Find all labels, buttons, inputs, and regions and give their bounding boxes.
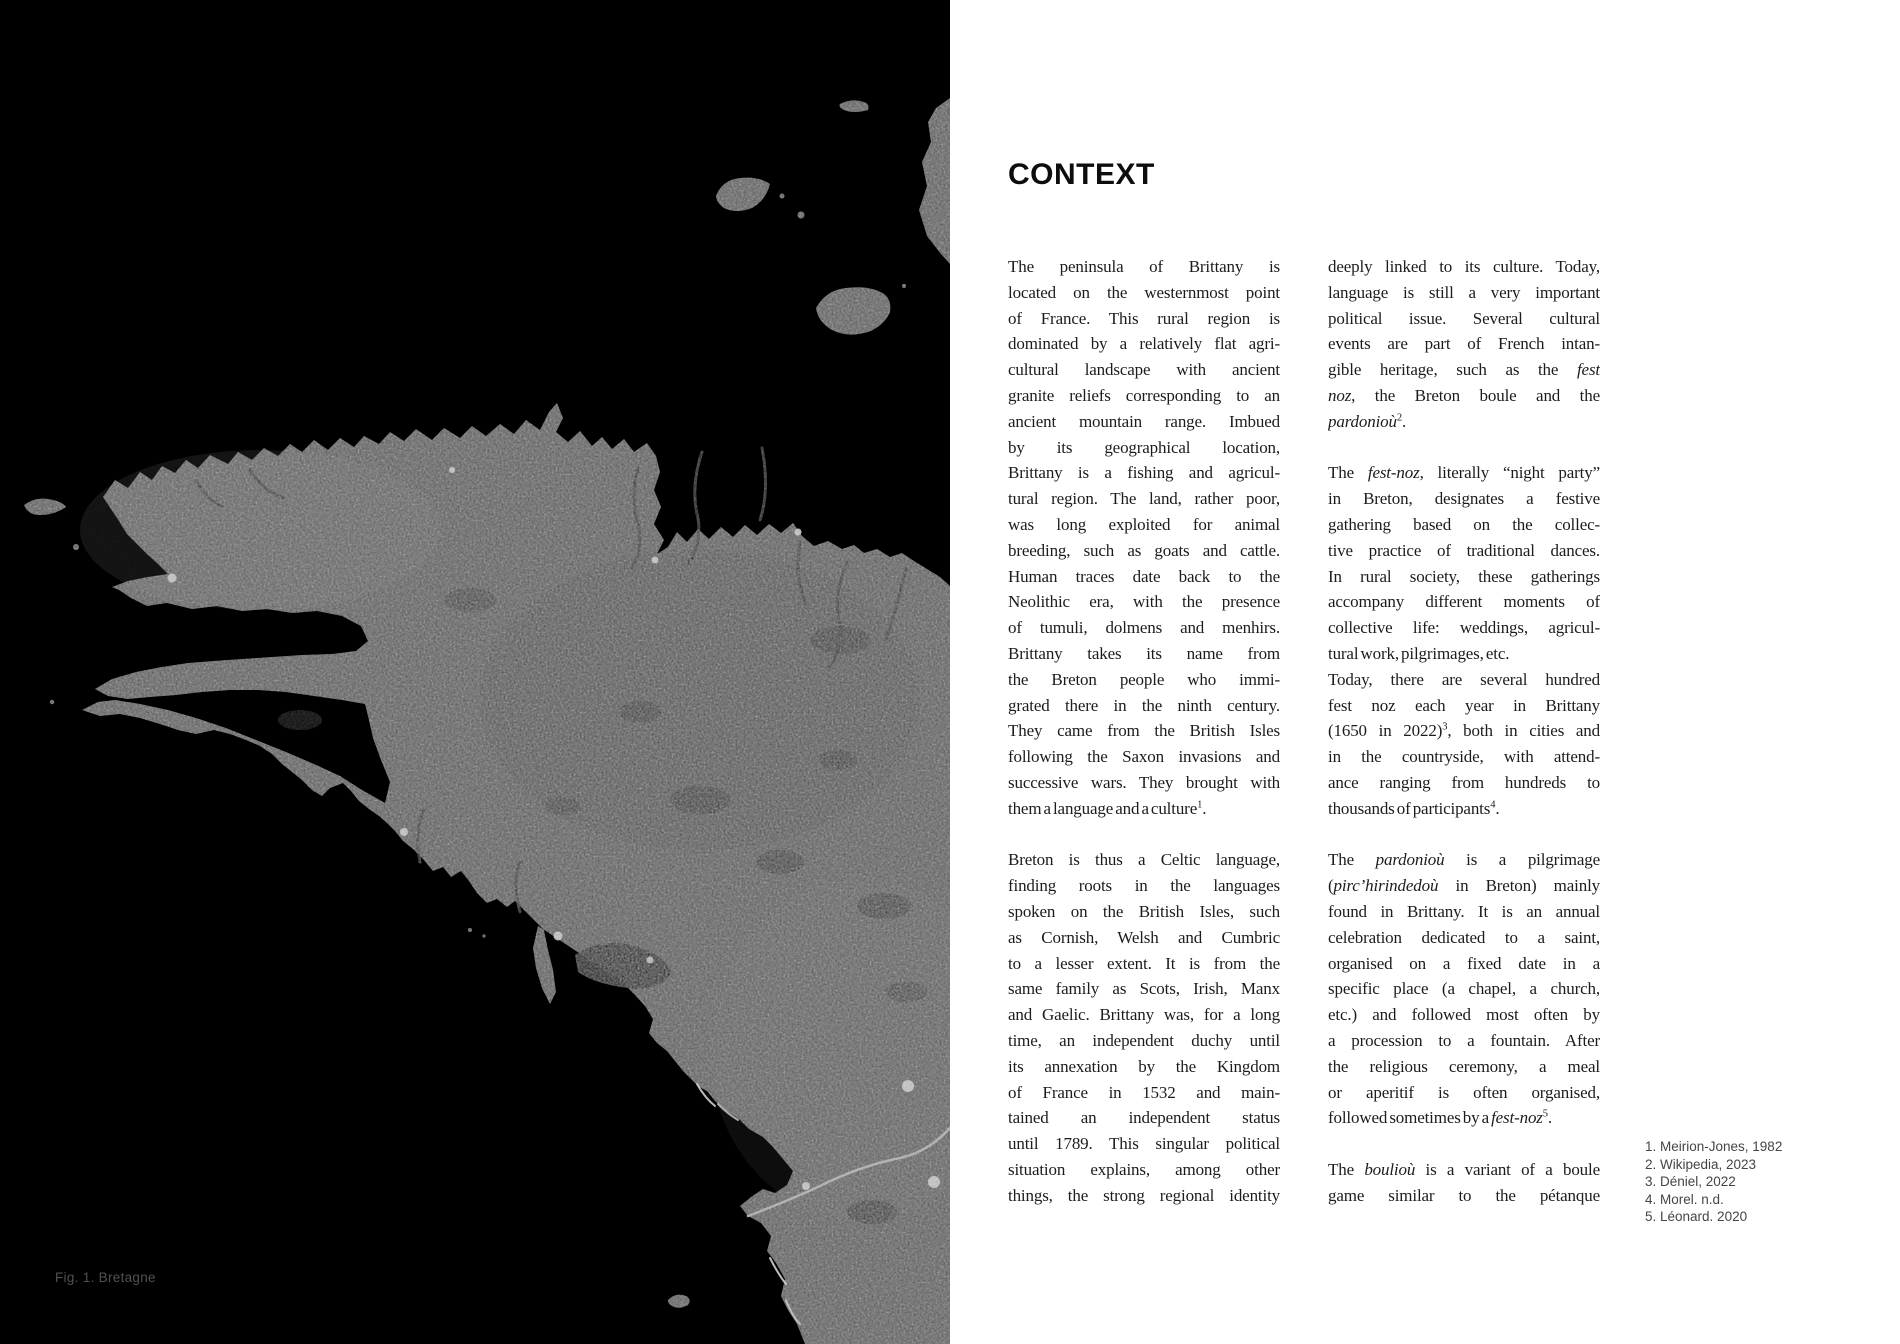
text-line: ance ranging from hundreds to	[1328, 772, 1600, 792]
footnote-item: 1. Meirion-Jones, 1982	[1645, 1139, 1783, 1154]
text-line: tural work, pilgrimages, etc.	[1328, 643, 1510, 663]
text-line: ancient mountain range. Imbued	[1008, 411, 1280, 431]
text-line: grated there in the ninth century.	[1008, 695, 1280, 715]
text-line: Today, there are several hundred	[1328, 669, 1600, 689]
text-line: the religious ceremony, a meal	[1328, 1056, 1600, 1076]
text-line: Human traces date back to the	[1008, 566, 1280, 586]
text-line: of France. This rural region is	[1008, 308, 1280, 328]
text-line: until 1789. This singular political	[1008, 1134, 1280, 1154]
text-line: etc.) and followed most often by	[1328, 1005, 1600, 1025]
paragraph	[1328, 1157, 1600, 1209]
text-line: gathering based on the collec-	[1328, 514, 1600, 534]
text-line: specific place (a chapel, a church,	[1328, 979, 1600, 999]
text-line: Breton is thus a Celtic language,	[1008, 850, 1280, 870]
text-line: noz, the Breton boule and the	[1328, 385, 1600, 405]
text-line: a procession to a fountain. After	[1328, 1030, 1600, 1050]
text-line: game similar to the pétanque	[1328, 1185, 1600, 1205]
text-column-2	[1328, 254, 1600, 1234]
text-line: in Breton, designates a festive	[1328, 489, 1600, 509]
paragraph	[1328, 847, 1600, 1131]
text-line: Brittany takes its name from	[1008, 643, 1280, 663]
paragraph	[1008, 847, 1280, 1208]
footnote-ref: 5	[1542, 1108, 1548, 1120]
text-line: In rural society, these gatherings	[1328, 566, 1600, 586]
text-line: language is still a very important	[1328, 282, 1600, 302]
text-line: tained an independent status	[1008, 1108, 1280, 1128]
text-line: time, an independent duchy until	[1008, 1030, 1280, 1050]
footnote-item: 3. Déniel, 2022	[1645, 1174, 1736, 1190]
text-line: finding roots in the languages	[1008, 876, 1280, 896]
footnote-item: 5. Léonard. 2020	[1645, 1209, 1748, 1225]
footnote-ref: 2	[1396, 412, 1402, 424]
paragraph	[1328, 254, 1600, 435]
text-line: of France in 1532 and main-	[1008, 1082, 1280, 1102]
text-line: thousands of participants$^4$.	[1328, 798, 1500, 818]
text-line: by its geographical location,	[1008, 437, 1280, 457]
text-line: successive wars. They brought with	[1008, 772, 1280, 792]
text-line: in the countryside, with attend-	[1328, 747, 1600, 767]
footnote-item: 2. Wikipedia, 2023	[1645, 1156, 1757, 1172]
text-line: as Cornish, Welsh and Cumbric	[1008, 927, 1280, 947]
paragraph	[1328, 460, 1600, 821]
footnote-item: 4. Morel. n.d.	[1645, 1191, 1724, 1207]
paragraph	[1008, 254, 1280, 822]
text-line: political issue. Several cultural	[1328, 308, 1600, 328]
text-line: breeding, such as goats and cattle.	[1008, 540, 1280, 560]
figure-caption: Fig. 1. Bretagne	[55, 1270, 156, 1285]
text-line: The pardonioù is a pilgrimage	[1328, 850, 1600, 870]
text-line: gible heritage, such as the fest	[1328, 360, 1600, 380]
text-column-1	[1008, 254, 1280, 1234]
text-line: events are part of French intan-	[1328, 334, 1600, 354]
text-line: The fest-noz, literally “night party”	[1328, 463, 1600, 483]
text-line: them a language and a culture$^1$.	[1008, 798, 1207, 818]
text-line: The peninsula of Brittany is	[1008, 257, 1280, 276]
text-line: Brittany is a fishing and agricul-	[1008, 463, 1280, 483]
footnote-ref: 3	[1442, 721, 1448, 733]
text-line: fest noz each year in Brittany	[1328, 695, 1600, 715]
text-line: followed sometimes by a fest-noz$^5$.	[1328, 1108, 1553, 1128]
text-line: tive practice of traditional dances.	[1328, 540, 1600, 560]
text-line: located on the westernmost point	[1008, 282, 1280, 302]
text-line: and Gaelic. Brittany was, for a long	[1008, 1005, 1280, 1025]
text-line: granite reliefs corresponding to an	[1008, 385, 1280, 405]
text-line: accompany different moments of	[1328, 592, 1600, 612]
text-line: (pirc’hirindedoù in Breton) mainly	[1328, 876, 1600, 896]
text-line: They came from the British Isles	[1008, 721, 1280, 741]
text-line: following the Saxon invasions and	[1008, 747, 1280, 767]
text-line: to a lesser extent. It is from the	[1008, 953, 1280, 973]
text-page	[950, 0, 1900, 1344]
text-line: deeply linked to its culture. Today,	[1328, 257, 1600, 276]
text-line: the Breton people who immi-	[1008, 669, 1280, 689]
text-line: The boulioù is a variant of a boule	[1328, 1159, 1600, 1179]
text-line: pardonioù$^2$.	[1328, 411, 1407, 431]
text-line: tural region. The land, rather poor,	[1008, 489, 1280, 509]
footnotes	[1645, 1138, 1885, 1226]
footnote-ref: 4	[1490, 799, 1496, 811]
text-line: spoken on the British Isles, such	[1008, 901, 1280, 921]
text-line: things, the strong regional identity	[1008, 1185, 1280, 1205]
text-line: cultural landscape with ancient	[1008, 360, 1280, 380]
text-line: organised on a fixed date in a	[1328, 953, 1600, 973]
text-line: found in Brittany. It is an annual	[1328, 901, 1600, 921]
text-line: Neolithic era, with the presence	[1008, 592, 1280, 612]
text-line: situation explains, among other	[1008, 1159, 1280, 1179]
text-line: (1650 in 2022)$^3$, both in cities and	[1328, 721, 1600, 741]
text-line: same family as Scots, Irish, Manx	[1008, 979, 1280, 999]
text-line: was long exploited for animal	[1008, 514, 1280, 534]
page-title: CONTEXT	[1008, 158, 1155, 191]
text-line: celebration dedicated to a saint,	[1328, 927, 1600, 947]
text-line: its annexation by the Kingdom	[1008, 1056, 1280, 1076]
footnote-ref: 1	[1197, 799, 1203, 811]
text-line: dominated by a relatively flat agri-	[1008, 334, 1280, 354]
text-line: collective life: weddings, agricul-	[1328, 618, 1600, 638]
text-line: or aperitif is often organised,	[1328, 1082, 1600, 1102]
text-line: of tumuli, dolmens and menhirs.	[1008, 618, 1280, 638]
